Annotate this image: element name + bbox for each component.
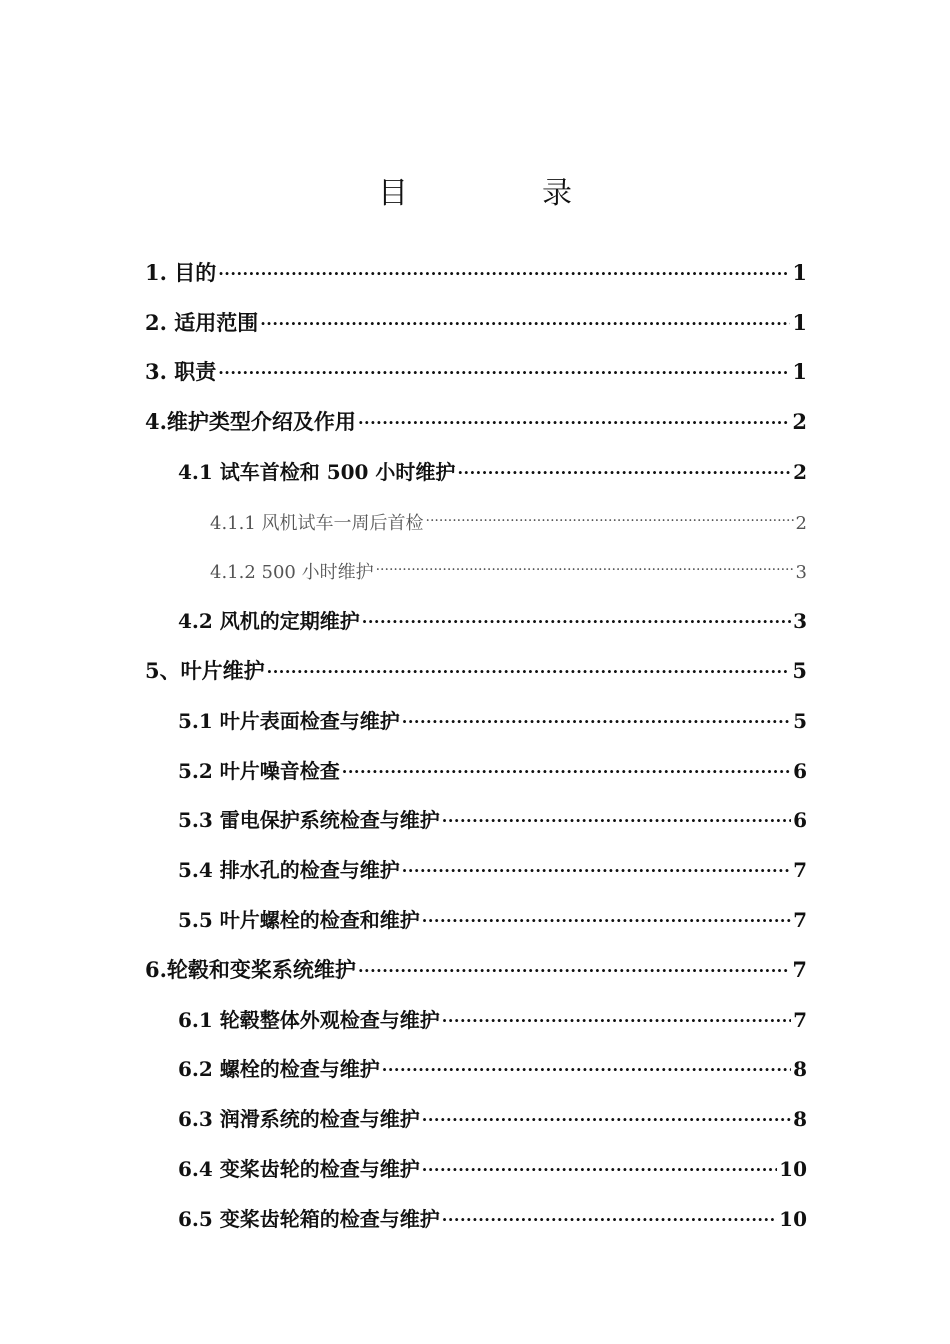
toc-entry[interactable] bbox=[210, 499, 807, 534]
toc-entry-page: 8 bbox=[793, 1057, 807, 1081]
toc-leader bbox=[218, 250, 790, 280]
toc-entry-text: 4.1.1 风机试车一周后首检 bbox=[210, 513, 424, 534]
toc-entry[interactable] bbox=[145, 648, 807, 683]
toc-entry-page: 7 bbox=[793, 908, 807, 932]
toc-entry-page: 2 bbox=[795, 513, 807, 534]
toc-entry-page: 2 bbox=[793, 460, 807, 484]
toc-leader bbox=[402, 698, 791, 728]
toc-entry-page: 3 bbox=[793, 609, 807, 633]
toc-entry-page: 10 bbox=[779, 1207, 807, 1231]
toc-entry-text: 6.3 润滑系统的检查与维护 bbox=[178, 1107, 420, 1131]
toc-leader bbox=[457, 449, 791, 479]
toc-entry[interactable] bbox=[178, 748, 807, 783]
toc-leader bbox=[442, 997, 791, 1027]
toc-entry-page: 7 bbox=[793, 858, 807, 882]
toc-entry[interactable] bbox=[145, 300, 807, 335]
toc-entry-page: 10 bbox=[779, 1157, 807, 1181]
toc-leader bbox=[422, 1096, 791, 1126]
toc-leader bbox=[267, 648, 791, 678]
toc-leader bbox=[426, 499, 794, 529]
toc-entry-text: 6.4 变桨齿轮的检查与维护 bbox=[178, 1157, 420, 1181]
toc-entry-page: 1 bbox=[792, 310, 807, 335]
toc-entry-text: 4.1.2 500 小时维护 bbox=[210, 562, 374, 583]
toc-entry[interactable] bbox=[178, 1096, 807, 1131]
toc-entry-text: 2. 适用范围 bbox=[145, 310, 259, 335]
toc-entry-text: 5.2 叶片噪音检查 bbox=[178, 759, 340, 783]
toc-entry-page: 1 bbox=[792, 260, 807, 285]
toc-entry[interactable] bbox=[178, 449, 807, 484]
toc-entry[interactable] bbox=[178, 797, 807, 832]
toc-entry-text: 5.4 排水孔的检查与维护 bbox=[178, 858, 400, 882]
toc-leader bbox=[442, 797, 791, 827]
toc-entry[interactable] bbox=[210, 548, 807, 583]
toc-entry[interactable] bbox=[178, 1046, 807, 1081]
toc-entry-page: 5 bbox=[792, 658, 807, 683]
toc-entry-page: 7 bbox=[792, 957, 807, 982]
toc-title: 目 录 bbox=[378, 176, 624, 211]
toc-leader bbox=[402, 847, 791, 877]
toc-entry[interactable] bbox=[178, 698, 807, 733]
toc-entry-text: 6.5 变桨齿轮箱的检查与维护 bbox=[178, 1207, 440, 1231]
toc-leader bbox=[376, 548, 794, 578]
toc-leader bbox=[260, 300, 790, 330]
toc-entry[interactable] bbox=[178, 1196, 807, 1231]
toc-entry-page: 3 bbox=[795, 562, 807, 583]
toc-entry-text: 4.维护类型介绍及作用 bbox=[145, 409, 356, 434]
toc-entry-text: 5.5 叶片螺栓的检查和维护 bbox=[178, 908, 420, 932]
toc-leader bbox=[362, 598, 791, 628]
toc-entry-page: 2 bbox=[792, 409, 807, 434]
toc-entry-text: 1. 目的 bbox=[145, 260, 217, 285]
toc-entry-page: 7 bbox=[793, 1008, 807, 1032]
toc-entry-text: 6.2 螺栓的检查与维护 bbox=[178, 1057, 380, 1081]
toc-entry-text: 3. 职责 bbox=[145, 359, 217, 384]
toc-entry[interactable] bbox=[178, 1146, 807, 1181]
toc-entry[interactable] bbox=[178, 897, 807, 932]
toc-entry[interactable] bbox=[145, 250, 807, 285]
toc-entry-text: 5.3 雷电保护系统检查与维护 bbox=[178, 808, 440, 832]
toc-leader bbox=[218, 349, 790, 379]
toc-entry[interactable] bbox=[145, 399, 807, 434]
toc-entry[interactable] bbox=[145, 349, 807, 384]
toc-entry[interactable] bbox=[178, 598, 807, 633]
toc-entry-page: 5 bbox=[793, 709, 807, 733]
toc-entry-text: 6.1 轮毂整体外观检查与维护 bbox=[178, 1008, 440, 1032]
toc-entry-text: 4.2 风机的定期维护 bbox=[178, 609, 360, 633]
toc-entry-text: 5、叶片维护 bbox=[145, 658, 265, 683]
toc-entry-page: 1 bbox=[792, 359, 807, 384]
toc-leader bbox=[382, 1046, 791, 1076]
toc-entry-text: 5.1 叶片表面检查与维护 bbox=[178, 709, 400, 733]
toc-entry-text: 4.1 试车首检和 500 小时维护 bbox=[178, 460, 456, 484]
toc-leader bbox=[422, 897, 791, 927]
toc-leader bbox=[442, 1196, 777, 1226]
toc-entry-text: 6.轮毂和变桨系统维护 bbox=[145, 957, 356, 982]
toc-leader bbox=[342, 748, 791, 778]
toc-leader bbox=[358, 947, 790, 977]
toc-entry[interactable] bbox=[145, 947, 807, 982]
toc-entry[interactable] bbox=[178, 997, 807, 1032]
toc-entry-page: 8 bbox=[793, 1107, 807, 1131]
toc-entry[interactable] bbox=[178, 847, 807, 882]
toc-leader bbox=[422, 1146, 777, 1176]
toc-entry-page: 6 bbox=[793, 808, 807, 832]
toc-entry-page: 6 bbox=[793, 759, 807, 783]
toc-leader bbox=[358, 399, 790, 429]
